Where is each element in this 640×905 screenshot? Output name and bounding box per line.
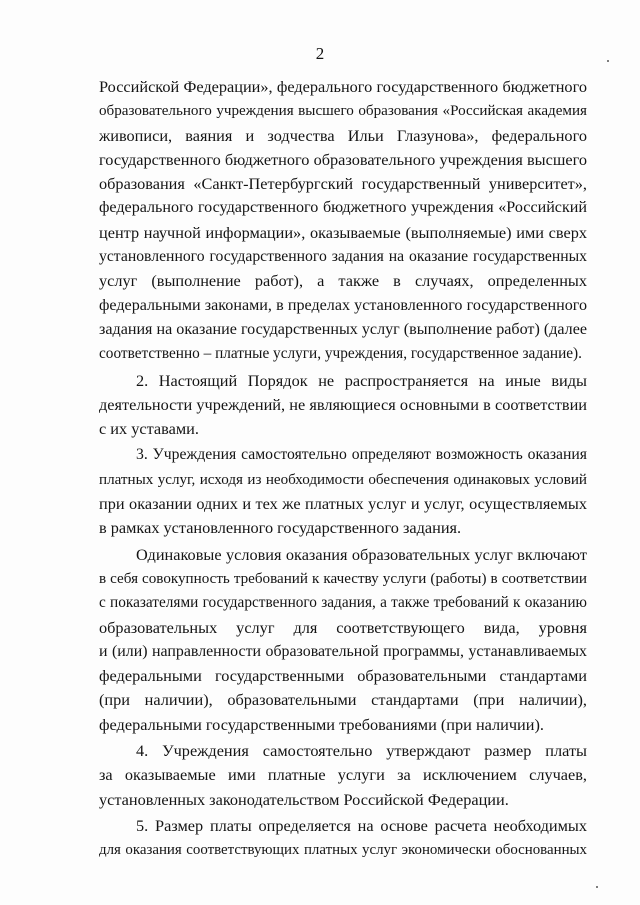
document-body [99, 75, 587, 863]
text-line: с показателями государственного задания, а также требований к оказанию [99, 594, 587, 612]
text-line: государственного бюджетного образовательного учреждения высшего [99, 149, 587, 169]
text-line: федерального государственного бюджетного учреждения «Российский [99, 199, 587, 217]
scan-speck [607, 60, 609, 62]
text-line: центр научной информации», оказываемые (выполняемые) ими сверх [99, 222, 587, 242]
text-line: образования «Санкт-Петербургский государственный университет», [99, 174, 587, 194]
text-line: федеральными государственными требованиями (при наличии). [99, 714, 544, 734]
text-line: услуг (выполнение работ), а также в случаях, определенных [99, 271, 587, 291]
text-line: образовательного учреждения высшего образования «Российская академия [99, 103, 587, 120]
text-line: и (или) направленности образовательной программы, устанавливаемых [99, 642, 587, 660]
page-number: 2 [315, 44, 325, 63]
paragraph-3 [99, 443, 587, 540]
text-line: Одинаковые условия оказания образовательных услуг включают [136, 544, 587, 564]
text-line: в рамках установленного государственного задания. [99, 518, 462, 538]
text-line: (при наличии), образовательными стандартами (при наличии), [99, 690, 587, 710]
text-line: деятельности учреждений, не являющиеся основными в соответствии [99, 394, 587, 414]
text-line: 2. Настоящий Порядок не распространяется на иные виды [136, 370, 587, 390]
text-line: с их уставами. [99, 419, 199, 439]
text-line: федеральными государственными образовательными стандартами [99, 666, 587, 686]
text-line: Российской Федерации», федерального государственного бюджетного [99, 77, 587, 96]
text-line: платных услуг, исходя из необходимости обеспечения одинаковых условий [99, 471, 587, 488]
text-line: 3. Учреждения самостоятельно определяют возможность оказания [136, 446, 587, 464]
paragraph-5 [99, 739, 587, 812]
scan-speck [596, 886, 598, 888]
text-line: федеральными законами, в пределах установленного государственного [99, 296, 587, 314]
paragraph-4 [99, 543, 587, 737]
text-line: для оказания соответствующих платных услуг экономически обоснованных [99, 842, 587, 859]
text-line: 5. Размер платы определяется на основе расчета необходимых [136, 815, 587, 835]
paragraph-2 [99, 369, 587, 442]
text-line: живописи, ваяния и зодчества Ильи Глазунова», федерального [99, 125, 587, 145]
text-line: при оказании одних и тех же платных услуг и услуг, осуществляемых [99, 494, 587, 514]
text-line: за оказываемые ими платные услуги за исключением случаев, [99, 765, 587, 785]
text-line: 4. Учреждения самостоятельно утверждают размер платы [136, 741, 587, 761]
paragraph-6 [99, 814, 587, 863]
text-line: установленного государственного задания на оказание государственных [99, 248, 587, 266]
text-line: задания на оказание государственных услуг (выполнение работ) (далее [99, 320, 587, 338]
text-line: образовательных услуг для соответствующего вида, уровня [99, 617, 587, 637]
paragraph-1 [99, 75, 587, 367]
text-line: в себя совокупность требований к качеству услуги (работы) в соответствии [99, 570, 587, 587]
text-line: соответственно – платные услуги, учреждения, государственное задание). [99, 345, 582, 363]
text-line: установленных законодательством Российской Федерации. [99, 789, 509, 809]
